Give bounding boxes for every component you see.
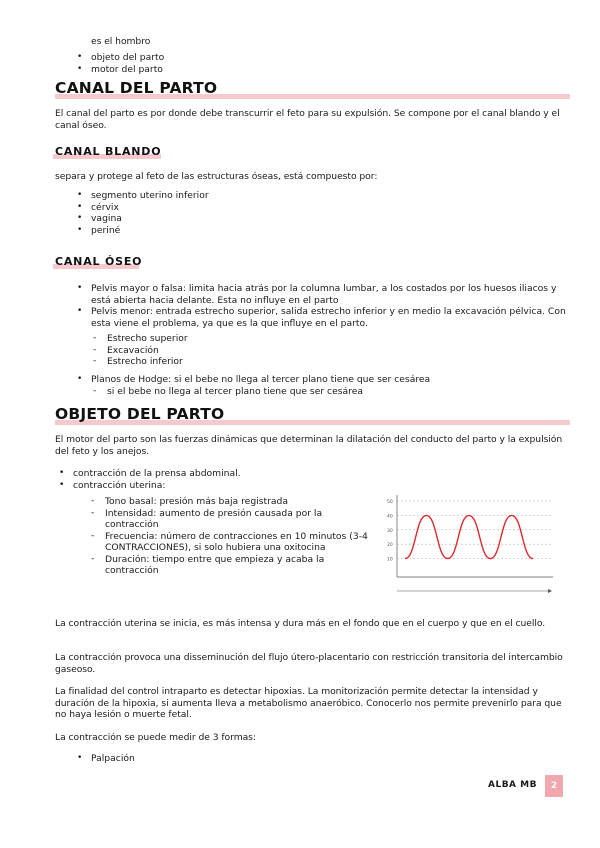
list-item: - Duración: tiempo entre que empieza y acaba la contracción — [91, 554, 376, 577]
objeto-intro: El motor del parto son las fuerzas dinámicas que determinan la dilatación del conducto del parto y la expulsión del feto y los anejos. — [55, 434, 563, 457]
objeto-list — [59, 468, 241, 491]
oseo-sublist — [93, 333, 188, 368]
heading-text: CANAL BLANDO — [55, 145, 162, 158]
oseo-list-2 — [77, 374, 430, 386]
chart-arrowhead — [548, 589, 552, 593]
footer-author: ALBA MB — [488, 780, 537, 790]
chart-y-tick-label: 50 — [387, 500, 393, 505]
section-heading-objeto — [55, 405, 224, 423]
list-continuation: es el hombro — [91, 36, 151, 47]
list-item: - si el bebe no llega al tercer plano tiene que ser cesárea — [93, 386, 363, 398]
page-number: 2 — [545, 775, 563, 797]
contraccion-sublist — [91, 496, 376, 577]
top-list — [77, 52, 164, 75]
paragraph: La finalidad del control intraparto es detectar hipoxias. La monitorización permite detectar la intensidad y duración de la hipoxia, si aumenta lleva a metabolismo anaeróbico. Conocerlo nos permite prevenirlo para que no haya lesión o muerte fetal. — [55, 686, 562, 720]
list-item: • objeto del parto — [77, 52, 164, 64]
subheading-oseo — [55, 255, 142, 268]
list-item: - Tono basal: presión más baja registrada — [91, 496, 376, 508]
list-item: • motor del parto — [77, 64, 164, 76]
list-item: - Excavación — [93, 345, 188, 357]
list-item: • periné — [77, 225, 209, 237]
paragraph: La contracción se puede medir de 3 formas: — [55, 732, 256, 743]
list-item: • contracción de la prensa abdominal. — [59, 468, 241, 480]
chart-y-tick-label: 30 — [387, 528, 393, 534]
oseo-sublist-2 — [93, 386, 363, 398]
list-item: - Estrecho superior — [93, 333, 188, 345]
list-item: • cérvix — [77, 202, 209, 214]
paragraph: La contracción provoca una disseminución del flujo útero-placentario con restricción transitoria del intercambio gaseoso. — [55, 652, 563, 675]
blando-intro: separa y protege al feto de las estructuras óseas, está compuesto por: — [55, 171, 378, 182]
heading-text: CANAL ÓSEO — [55, 255, 143, 268]
list-item: • contracción uterina: — [59, 480, 241, 492]
chart-y-tick-label: 10 — [387, 557, 393, 563]
oseo-list — [77, 283, 567, 329]
section-heading-canal — [55, 79, 217, 97]
final-list — [77, 753, 135, 765]
heading-text: OBJETO DEL PARTO — [55, 405, 225, 423]
list-item: • Pelvis mayor o falsa: limita hacia atrás por la columna lumbar, a los costados por los huesos iliacos y está abierta hacia delante. Esta no influye en el parto — [77, 283, 567, 306]
chart-gridlines — [397, 501, 551, 559]
list-item: • Planos de Hodge: si el bebe no llega al tercer plano tiene que ser cesárea — [77, 374, 430, 386]
chart-y-tick-label: 40 — [387, 514, 393, 520]
list-item: • Palpación — [77, 753, 135, 765]
contraction-chart — [383, 487, 561, 599]
list-item: • vagina — [77, 213, 209, 225]
chart-y-ticks — [387, 499, 393, 563]
list-item: • segmento uterino inferior — [77, 190, 209, 202]
chart-series-line — [405, 515, 533, 558]
subheading-blando — [55, 145, 161, 158]
list-item: - Estrecho inferior — [93, 356, 188, 368]
paragraph: La contracción uterina se inicia, es más intensa y dura más en el fondo que en el cuerpo y que en el cuello. — [55, 618, 546, 629]
list-item: • Pelvis menor: entrada estrecho superior, salida estrecho inferior y en medio la excavación pélvica. Con esta viene el problema, ya que es la que influye en el parto. — [77, 306, 567, 329]
chart-y-tick-label: 20 — [387, 543, 393, 549]
heading-text: CANAL DEL PARTO — [55, 79, 218, 97]
list-item: - Intensidad: aumento de presión causada por la contracción — [91, 508, 376, 531]
blando-list — [77, 190, 209, 236]
canal-intro: El canal del parto es por donde debe transcurrir el feto para su expulsión. Se compone por el canal blando y el canal óseo. — [55, 108, 560, 131]
list-item: - Frecuencia: número de contracciones en 10 minutos (3-4 CONTRACCIONES), si solo hubiera una oxitocina — [91, 531, 376, 554]
